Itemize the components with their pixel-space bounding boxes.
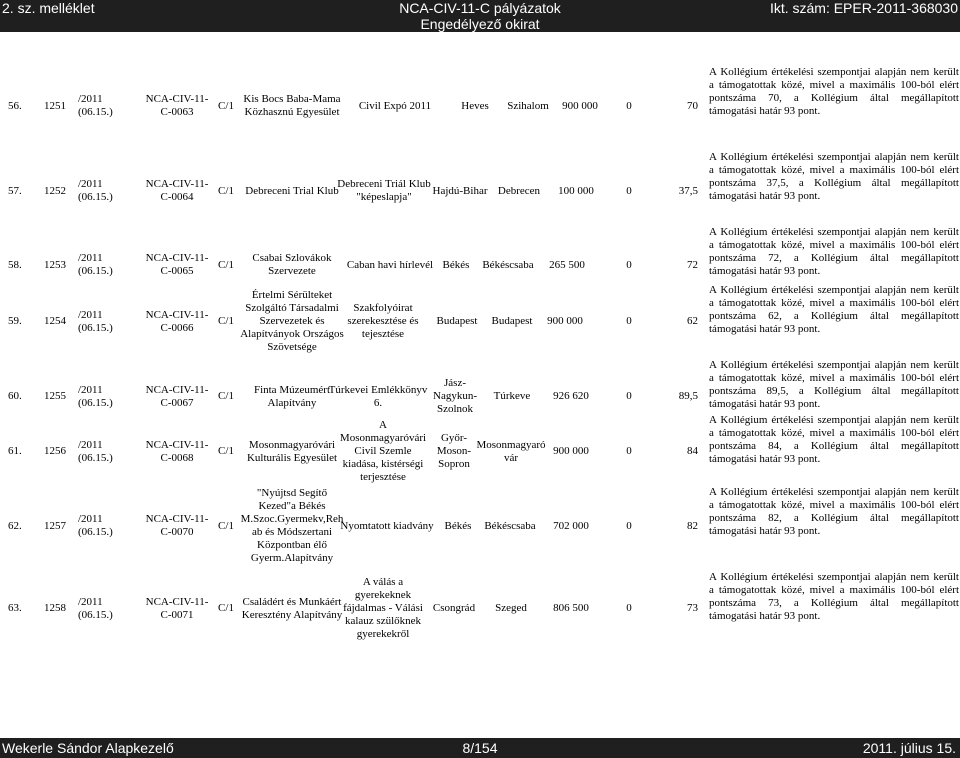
cell-type-text: C/1 [218, 99, 234, 112]
cell-city-text: Szihalom [507, 99, 549, 112]
cell-score [664, 571, 698, 646]
cell-title [336, 151, 432, 231]
cell-city-text: Békéscsaba [482, 258, 534, 271]
cell-org [240, 66, 344, 146]
cell-city [492, 151, 546, 231]
cell-no-text: 60. [8, 390, 22, 402]
cell-no [8, 414, 30, 489]
cell-score [664, 414, 698, 489]
cell-county-text: Budapest [436, 315, 478, 327]
cell-no [8, 66, 30, 146]
cell-zero [622, 151, 636, 231]
cell-id [44, 151, 70, 231]
cell-amount-text: 900 000 [547, 315, 583, 327]
cell-zero-text: 0 [626, 602, 632, 614]
cell-amount-text: 265 500 [549, 258, 585, 271]
cell-score [664, 486, 698, 566]
cell-zero [622, 414, 636, 489]
cell-zero [622, 486, 636, 566]
cell-code-text: NCA-CIV-11-C-0071 [145, 595, 209, 621]
cell-city [500, 66, 556, 146]
table-row [0, 486, 960, 566]
cell-id [44, 571, 70, 646]
page-footer [0, 738, 960, 758]
cell-title [339, 571, 427, 646]
cell-score [664, 284, 698, 359]
cell-id-text: 1257 [44, 519, 66, 532]
cell-code [141, 284, 213, 359]
cell-year [78, 486, 138, 566]
cell-amount [540, 486, 602, 566]
cell-year [78, 66, 138, 146]
cell-note: A Kollégium értékelési szempontjai alapján nem került a támogatottak közé, mivel a maximális 100-ból elért pontszáma 62, a Kollégium által megállapított támogatási határ 93 pont. [709, 284, 959, 335]
cell-title-text: Szakfolyóirat szerekesztése és tejesztése [347, 302, 419, 340]
cell-city-text: Debrecen [497, 184, 541, 197]
cell-type [214, 414, 238, 489]
cell-score-text: 37,5 [678, 184, 698, 197]
cell-year [78, 571, 138, 646]
cell-note: A Kollégium értékelési szempontjai alapján nem került a támogatottak közé, mivel a maximális 100-ból elért pontszáma 37,5, a Kollégium által megállapított támogatási határ 93 pont. [709, 151, 959, 202]
cell-no-text: 57. [8, 184, 22, 197]
cell-type [214, 66, 238, 146]
cell-note: A Kollégium értékelési szempontjai alapján nem került a támogatottak közé, mivel a maximális 100-ból elért pontszáma 73, a Kollégium által megállapított támogatási határ 93 pont. [709, 571, 959, 622]
cell-city-text: Békéscsaba [484, 519, 536, 532]
cell-score [664, 151, 698, 231]
cell-year [78, 414, 138, 489]
cell-county-text: Jász-Nagykun-Szolnok [433, 377, 477, 415]
cell-county [427, 571, 481, 646]
cell-score-text: 89,5 [678, 390, 698, 402]
cell-type [214, 284, 238, 359]
cell-zero [622, 284, 636, 359]
cell-org-text: Finta Múzeumért Alapítvány [253, 383, 331, 409]
cell-org-text: Debreceni Trial Klub [245, 184, 339, 197]
cell-type-text: C/1 [218, 519, 234, 532]
cell-id-text: 1255 [44, 390, 66, 402]
cell-zero-text: 0 [626, 445, 632, 457]
cell-org-text: Kis Bocs Baba-Mama Közhasznú Egyesület [243, 93, 341, 118]
cell-id-text: 1252 [44, 184, 66, 197]
cell-type [214, 486, 238, 566]
cell-no [8, 571, 30, 646]
cell-org [240, 486, 344, 566]
cell-no-text: 59. [8, 315, 22, 327]
cell-no-text: 56. [8, 99, 22, 112]
cell-code-text: NCA-CIV-11-C-0067 [145, 383, 209, 409]
cell-id-text: 1258 [44, 602, 66, 614]
document-subtitle: Engedélyező okirat [420, 16, 540, 32]
cell-code [141, 571, 213, 646]
cell-county-text: Győr-Moson-Sopron [436, 432, 472, 470]
cell-no-text: 63. [8, 602, 22, 614]
cell-type-text: C/1 [218, 258, 234, 271]
cell-zero [622, 66, 636, 146]
page-header [0, 0, 960, 32]
cell-score-text: 82 [687, 519, 698, 532]
cell-amount [540, 571, 602, 646]
cell-org [240, 571, 344, 646]
cell-amount [534, 284, 596, 359]
cell-year-text: /2011 (06.15.) [78, 93, 113, 118]
cell-code [141, 66, 213, 146]
cell-year-text: /2011 (06.15.) [78, 595, 113, 621]
page-number: 8/154 [462, 740, 498, 756]
cell-city-text: Mosonmagyaró vár [476, 438, 546, 464]
cell-note: A Kollégium értékelési szempontjai alapján nem került a támogatottak közé, mivel a maximális 100-ból elért pontszáma 72, a Kollégium által megállapított támogatási határ 93 pont. [709, 226, 959, 277]
cell-title-text: Debreceni Triál Klub "képeslapja" [337, 178, 431, 203]
cell-title [338, 486, 436, 566]
attachment-label: 2. sz. melléklet [2, 0, 95, 16]
cell-title [339, 414, 427, 489]
cell-org-text: Mosonmagyaróvári Kulturális Egyesület [246, 438, 338, 464]
cell-county-text: Hajdú-Bihar [432, 184, 488, 197]
cell-org-text: "Nyújtsd Segítő Kezed"a Békés M.Szoc.Gyermekv,Reh ab és Módszertani Központban élő Gyerm.Alapítvány [240, 487, 344, 564]
cell-amount-text: 900 000 [562, 99, 598, 112]
cell-id [44, 284, 70, 359]
cell-code-text: NCA-CIV-11-C-0065 [145, 252, 209, 277]
cell-code [141, 151, 213, 231]
cell-id-text: 1256 [44, 445, 66, 457]
cell-type-text: C/1 [218, 390, 234, 402]
cell-type [214, 571, 238, 646]
cell-city-text: Túrkeve [493, 390, 531, 402]
cell-county [450, 66, 500, 146]
cell-title-text: Caban havi hírlevél [346, 258, 434, 271]
cell-title-text: Nyomtatott kiadvány [340, 519, 434, 532]
cell-org [240, 284, 344, 359]
cell-id-text: 1254 [44, 315, 66, 327]
cell-title-text: A Mosonmagyaróvári Civil Szemle kiadása, kistérségi terjesztése [339, 419, 427, 483]
cell-org-text: Családért és Munkáért Keresztény Alapítvány [241, 595, 343, 621]
cell-id [44, 486, 70, 566]
cell-no-text: 58. [8, 258, 22, 271]
cell-title [339, 284, 427, 359]
cell-code-text: NCA-CIV-11-C-0070 [145, 513, 209, 538]
cell-zero-text: 0 [626, 390, 632, 402]
footer-organization: Wekerle Sándor Alapkezelő [2, 740, 174, 756]
cell-zero-text: 0 [626, 315, 632, 327]
cell-zero [622, 571, 636, 646]
cell-county-text: Békés [444, 519, 472, 532]
cell-no [8, 151, 30, 231]
cell-code-text: NCA-CIV-11-C-0064 [145, 178, 209, 203]
cell-year-text: /2011 (06.15.) [78, 178, 113, 203]
cell-note: A Kollégium értékelési szempontjai alapján nem került a támogatottak közé, mivel a maximális 100-ból elért pontszáma 89,5, a Kollégium által megállapított támogatási határ 93 pont. [709, 359, 959, 410]
cell-score [664, 66, 698, 146]
cell-id [44, 66, 70, 146]
cell-type-text: C/1 [218, 315, 234, 327]
cell-no [8, 284, 30, 359]
cell-amount [552, 66, 608, 146]
footer-date: 2011. július 15. [862, 740, 956, 756]
cell-city-text: Szeged [495, 602, 527, 614]
cell-county-text: Békés [442, 258, 470, 271]
cell-note: A Kollégium értékelési szempontjai alapján nem került a támogatottak közé, mivel a maximális 100-ból elért pontszáma 70, a Kollégium által megállapított támogatási határ 93 pont. [709, 66, 959, 117]
cell-type-text: C/1 [218, 602, 234, 614]
table-row [0, 571, 960, 646]
document-title: NCA-CIV-11-C pályázatok [399, 0, 561, 16]
cell-code [141, 414, 213, 489]
table-row [0, 66, 960, 146]
cell-city [476, 414, 546, 489]
cell-id [44, 414, 70, 489]
table-row [0, 151, 960, 231]
cell-county-text: Csongrád [432, 602, 476, 614]
cell-amount-text: 702 000 [553, 519, 589, 532]
cell-year-text: /2011 (06.15.) [78, 252, 113, 277]
cell-score-text: 70 [687, 99, 698, 112]
table-row [0, 284, 960, 359]
cell-city [483, 571, 539, 646]
cell-year-text: /2011 (06.15.) [78, 438, 113, 464]
cell-city [484, 284, 540, 359]
cell-amount-text: 100 000 [558, 184, 594, 197]
cell-score-text: 62 [687, 315, 698, 327]
cell-amount-text: 806 500 [553, 602, 589, 614]
cell-title [345, 66, 445, 146]
registration-number: Ikt. szám: EPER-2011-368030 [769, 0, 958, 16]
cell-id-text: 1251 [44, 99, 66, 112]
cell-org [240, 151, 344, 231]
cell-title-text: Túrkevei Emlékkönyv 6. [328, 383, 428, 409]
cell-year-text: /2011 (06.15.) [78, 308, 113, 334]
cell-type-text: C/1 [218, 184, 234, 197]
cell-title-text: A válás a gyerekeknek fájdalmas - Válási kalauz szülőknek gyerekekről [343, 576, 423, 640]
cell-score-text: 73 [687, 602, 698, 614]
cell-zero-text: 0 [626, 99, 632, 112]
cell-title-text: Civil Expó 2011 [358, 99, 432, 112]
cell-no-text: 62. [8, 519, 22, 532]
cell-zero-text: 0 [626, 519, 632, 532]
cell-year [78, 151, 138, 231]
cell-code-text: NCA-CIV-11-C-0066 [145, 308, 209, 334]
cell-note: A Kollégium értékelési szempontjai alapján nem került a támogatottak közé, mivel a maximális 100-ból elért pontszáma 82, a Kollégium által megállapított támogatási határ 93 pont. [709, 486, 959, 537]
cell-zero-text: 0 [626, 258, 632, 271]
cell-type [214, 151, 238, 231]
cell-no [8, 486, 30, 566]
cell-amount [548, 151, 604, 231]
cell-org-text: Értelmi Sérülteket Szolgáltó Társadalmi Szervezetek és Alapítványok Országos Szövetsége [240, 289, 344, 353]
cell-score-text: 84 [687, 445, 698, 457]
cell-city-text: Budapest [491, 315, 533, 327]
cell-type-text: C/1 [218, 445, 234, 457]
cell-year-text: /2011 (06.15.) [78, 513, 113, 538]
cell-org [240, 414, 344, 489]
cell-no-text: 61. [8, 445, 22, 457]
cell-id-text: 1253 [44, 258, 66, 271]
cell-county [427, 414, 481, 489]
cell-amount-text: 926 620 [553, 390, 589, 402]
cell-county-text: Heves [461, 99, 489, 112]
cell-year [78, 284, 138, 359]
cell-city [478, 486, 542, 566]
cell-year-text: /2011 (06.15.) [78, 383, 113, 409]
cell-score-text: 72 [687, 258, 698, 271]
table-row [0, 414, 960, 489]
cell-code [141, 486, 213, 566]
cell-code-text: NCA-CIV-11-C-0063 [145, 93, 209, 118]
cell-county [430, 151, 490, 231]
cell-zero-text: 0 [626, 184, 632, 197]
cell-amount-text: 900 000 [553, 445, 589, 457]
cell-note: A Kollégium értékelési szempontjai alapján nem került a támogatottak közé, mivel a maximális 100-ból elért pontszáma 84, a Kollégium által megállapított támogatási határ 93 pont. [709, 414, 959, 465]
cell-org-text: Csabai Szlovákok Szervezete [252, 252, 332, 277]
cell-county [438, 486, 478, 566]
cell-county [432, 284, 482, 359]
cell-amount [540, 414, 602, 489]
cell-code-text: NCA-CIV-11-C-0068 [145, 438, 209, 464]
